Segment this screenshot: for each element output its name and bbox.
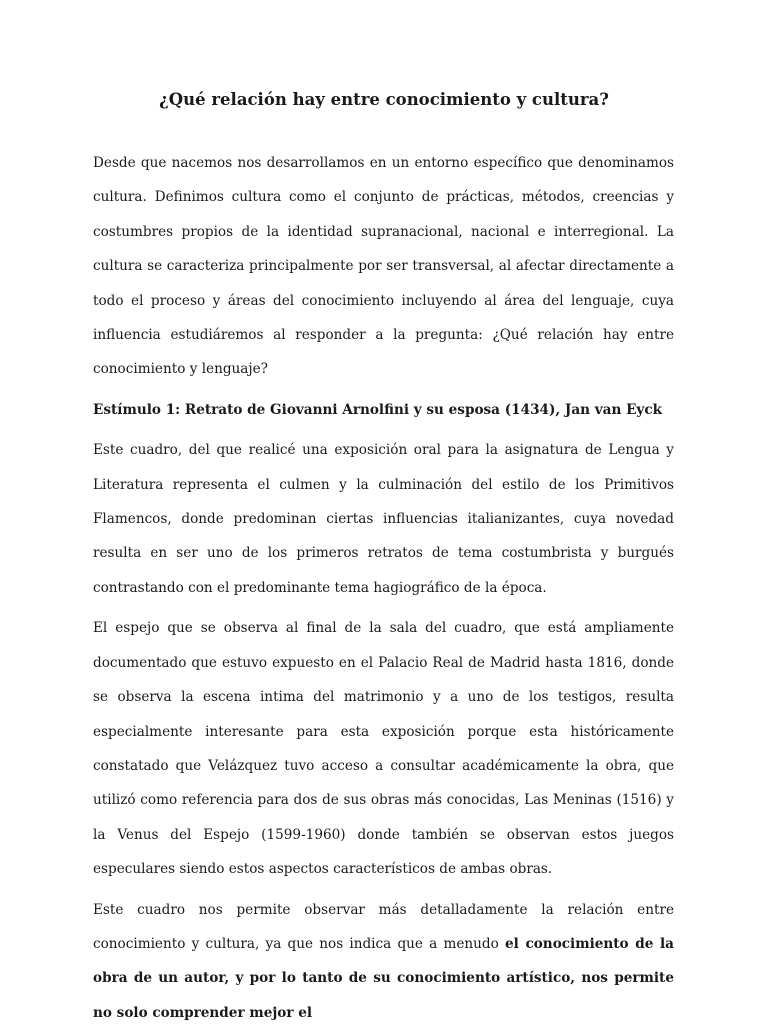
paragraph-bold-text: el conocimiento de la obra de un autor, y por lo tanto de su conocimiento artístico, nos permite no solo comprender mejor el bbox=[93, 935, 674, 1021]
page-title: ¿Qué relación hay entre conocimiento y cultura? bbox=[159, 90, 609, 109]
intro-paragraph: Desde que nacemos nos desarrollamos en un entorno específico que denominamos cultura. Definimos cultura como el conjunto de prácticas, métodos, creencias y costumbres propios de la identidad supranacional, nacional e interregional. La cultura se caracteriza principalmente por ser transversal, al afectar directamente a todo el proceso y áreas del conocimiento incluyendo al área del lenguaje, cuya influencia estudiáremos al responder a la pregunta: ¿Qué relación hay entre conocimiento y lenguaje? bbox=[93, 155, 674, 378]
stimulus-heading: Estímulo 1: Retrato de Giovanni Arnolfini y su esposa (1434), Jan van Eyck bbox=[93, 401, 663, 418]
paragraph-painting-description: Este cuadro, del que realicé una exposición oral para la asignatura de Lengua y Literatura representa el culmen y la culminación del estilo de los Primitivos Flamencos, donde predominan ciertas influencias italianizantes, cuya novedad resulta en ser uno de los primeros retratos de tema costumbrista y burgués contrastando con el predominante tema hagiográfico de la época. bbox=[93, 442, 674, 596]
paragraph-mirror: El espejo que se observa al final de la sala del cuadro, que está ampliamente documentado que estuvo expuesto en el Palacio Real de Madrid hasta 1816, donde se observa la escena intima del matrimonio y a uno de los testigos, resulta especialmente interesante para esta exposición porque esta históricamente constatado que Velázquez tuvo acceso a consultar académicamente la obra, que utilizó como referencia para dos de sus obras más conocidas, Las Meninas (1516) y la Venus del Espejo (1599-1960) donde también se observan estos juegos especulares siendo estos aspectos característicos de ambas obras. bbox=[93, 620, 674, 878]
document-body bbox=[93, 146, 674, 1036]
paragraph-plain-text: Este cuadro nos permite observar más detalladamente la relación entre conocimiento y cultura, ya que nos indica que a menudo bbox=[93, 901, 674, 952]
paragraph-knowledge-culture bbox=[93, 893, 674, 1031]
